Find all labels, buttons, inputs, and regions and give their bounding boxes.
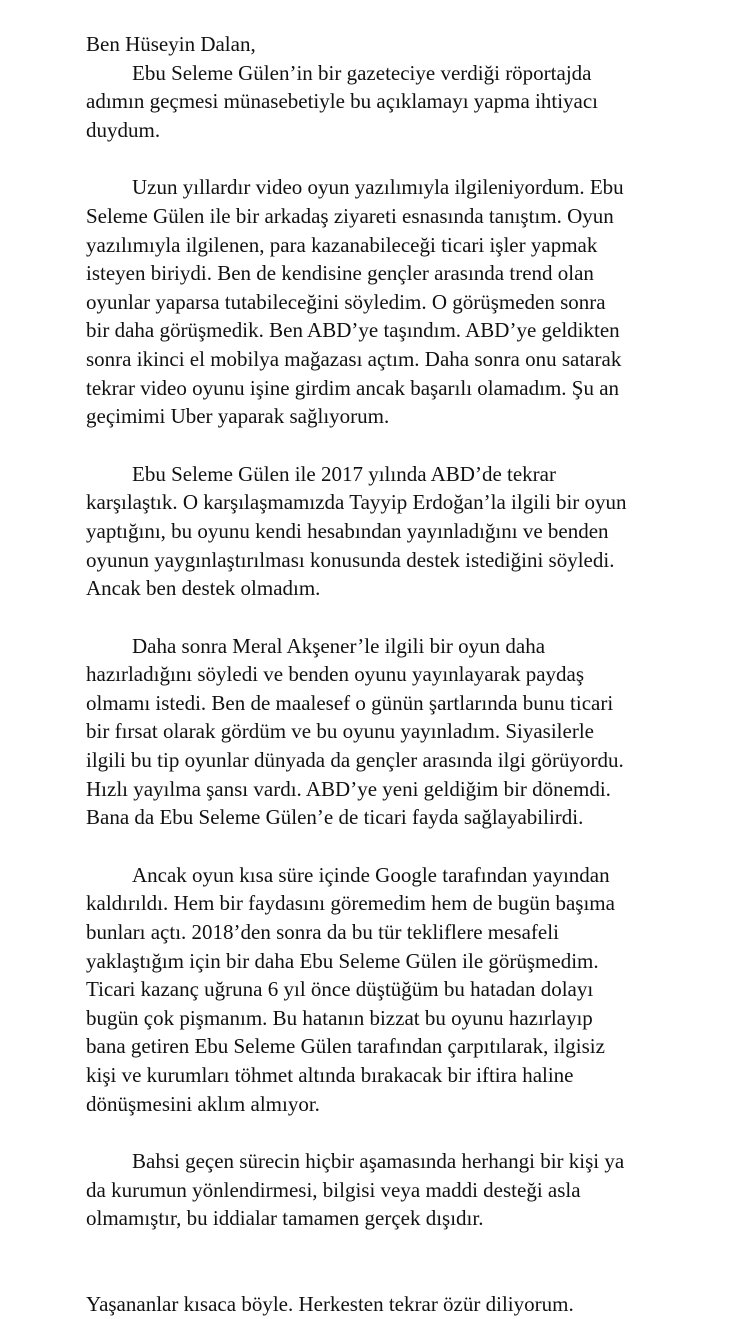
paragraph-line: yazılımıyla ilgilenen, para kazanabileceği ticari işler yapmak	[86, 232, 598, 257]
paragraph-line: ilgili bu tip oyunlar dünyada da gençler arasında ilgi görüyordu.	[86, 748, 624, 773]
paragraph-line: sonra ikinci el mobilya mağazası açtım. Daha sonra onu satarak	[86, 346, 622, 371]
paragraph-line: Bana da Ebu Seleme Gülen’e de ticari fayda sağlayabilirdi.	[86, 805, 584, 830]
paragraph-line: da kurumun yönlendirmesi, bilgisi veya maddi desteği asla	[86, 1177, 581, 1202]
paragraph-line: karşılaştık. O karşılaşmamızda Tayyip Erdoğan’la ilgili bir oyun	[86, 490, 627, 515]
paragraph-line: bana getiren Ebu Seleme Gülen tarafından çarpıtılarak, ilgisiz	[86, 1034, 605, 1059]
paragraph-line: duydum.	[86, 117, 161, 142]
paragraph-line: isteyen biriydi. Ben de kendisine gençler arasında trend olan	[86, 261, 594, 286]
paragraph-line: bir fırsat olarak gördüm ve bu oyunu yayınladım. Siyasilerle	[86, 719, 594, 744]
paragraph-line: Ticari kazanç uğruna 6 yıl önce düştüğüm bu hatadan dolayı	[86, 977, 594, 1002]
paragraph-line: oyunlar yaparsa tutabileceğini söyledim. O görüşmeden sonra	[86, 289, 606, 314]
paragraph-3	[86, 460, 706, 603]
paragraph-line: Uzun yıllardır video oyun yazılımıyla ilgileniyordum. Ebu	[132, 175, 624, 200]
paragraph-6	[86, 1147, 706, 1233]
paragraph-line: kaldırıldı. Hem bir faydasını göremedim hem de bugün başıma	[86, 891, 615, 916]
paragraph-1	[86, 59, 706, 145]
paragraph-line: Daha sonra Meral Akşener’le ilgili bir oyun daha	[132, 633, 546, 658]
paragraph-line: bugün çok pişmanım. Bu hatanın bizzat bu oyunu hazırlayıp	[86, 1005, 593, 1030]
paragraph-line: Ancak oyun kısa süre içinde Google tarafından yayından	[132, 862, 610, 887]
paragraph-line: yaklaştığım için bir daha Ebu Seleme Gülen ile görüşmedim.	[86, 948, 599, 973]
paragraph-line: olmamı istedi. Ben de maalesef o günün şartlarında bunu ticari	[86, 690, 614, 715]
paragraph-line: dönüşmesini aklım almıyor.	[86, 1091, 320, 1116]
paragraph-2	[86, 173, 706, 430]
paragraph-line: Ebu Seleme Gülen’in bir gazeteciye verdiği röportajda	[132, 60, 592, 85]
paragraph-line: olmamıştır, bu iddialar tamamen gerçek dışıdır.	[86, 1206, 484, 1231]
paragraph-line: Ancak ben destek olmadım.	[86, 576, 321, 601]
paragraph-line: oyunun yaygınlaştırılması konusunda destek istediğini söyledi.	[86, 547, 615, 572]
paragraph-line: Hızlı yayılma şansı vardı. ABD’ye yeni geldiğim bir dönemdi.	[86, 776, 611, 801]
statement-letter	[86, 30, 706, 1319]
letter-greeting: Ben Hüseyin Dalan,	[86, 32, 256, 56]
paragraph-line: Ebu Seleme Gülen ile 2017 yılında ABD’de tekrar	[132, 461, 556, 486]
paragraph-line: Seleme Gülen ile bir arkadaş ziyareti esnasında tanıştım. Oyun	[86, 203, 614, 228]
letter-closing: Yaşananlar kısaca böyle. Herkesten tekrar özür diliyorum.	[86, 1291, 574, 1316]
paragraph-line: hazırladığını söyledi ve benden oyunu yayınlayarak paydaş	[86, 662, 585, 687]
paragraph-5	[86, 861, 706, 1118]
paragraph-4	[86, 632, 706, 832]
paragraph-line: bunları açtı. 2018’den sonra da bu tür tekliflere mesafeli	[86, 920, 559, 945]
paragraph-line: adımın geçmesi münasebetiyle bu açıklamayı yapma ihtiyacı	[86, 89, 598, 114]
paragraph-line: kişi ve kurumları töhmet altında bırakacak bir iftira haline	[86, 1063, 574, 1087]
paragraph-line: Bahsi geçen sürecin hiçbir aşamasında herhangi bir kişi ya	[132, 1149, 625, 1174]
paragraph-line: bir daha görüşmedik. Ben ABD’ye taşındım. ABD’ye geldikten	[86, 318, 620, 343]
paragraph-line: tekrar video oyunu işine girdim ancak başarılı olamadım. Şu an	[86, 375, 620, 400]
paragraph-line: geçimimi Uber yaparak sağlıyorum.	[86, 404, 390, 429]
paragraph-line: yaptığını, bu oyunu kendi hesabından yayınladığını ve benden	[86, 518, 609, 543]
